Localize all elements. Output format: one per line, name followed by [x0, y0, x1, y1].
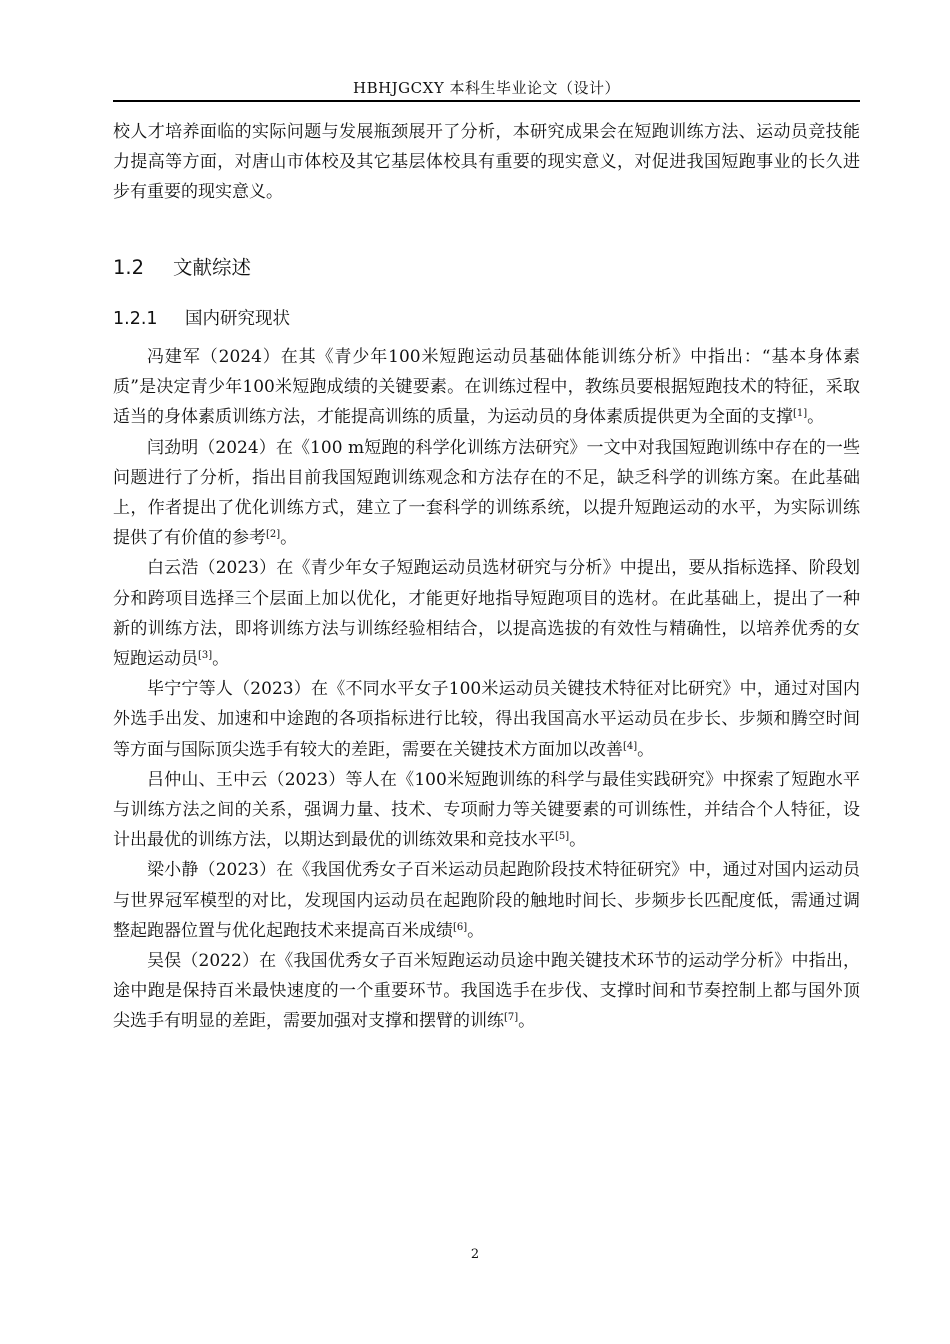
citation: [1]	[793, 408, 808, 420]
intro-paragraph-block	[113, 117, 860, 208]
review-paragraph: 闫劲明（2024）在《100 m短跑的科学化训练方法研究》一文中对我国短跑训练中存在的一些问题进行了分析，指出目前我国短跑训练观念和方法存在的不足，缺乏科学的训练方案。在此基础上，作者提出了优化训练方式，建立了一套科学的训练系统，以提升短跑运动的水平，为实际训练提供了有价值的参考[2]。	[113, 437, 860, 549]
section-number: 1.2	[113, 256, 145, 279]
citation: [5]	[555, 831, 570, 843]
subsection-number: 1.2.1	[113, 309, 158, 329]
review-paragraph: 毕宁宁等人（2023）在《不同水平女子100米运动员关键技术特征对比研究》中，通过对国内外选手出发、加速和中途跑的各项指标进行比较，得出我国高水平运动员在步长、步频和腾空时间等方面与国际顶尖选手有较大的差距，需要在关键技术方面加以改善[4]。	[113, 679, 860, 760]
review-paragraph: 冯建军（2024）在其《青少年100米短跑运动员基础体能训练分析》中指出：“基本身体素质”是决定青少年100米短跑成绩的关键要素。在训练过程中，教练员要根据短跑技术的特征，采取适当的身体素质训练方法，才能提高训练的质量，为运动员的身体素质提供更为全面的支撑[1]。	[113, 347, 860, 428]
header-rule	[113, 100, 860, 102]
section-heading	[113, 252, 251, 280]
page-header: HBHJGCXY 本科生毕业论文（设计）	[352, 79, 620, 97]
intro-paragraph: 校人才培养面临的实际问题与发展瓶颈展开了分析，本研究成果会在短跑训练方法、运动员竞技能力提高等方面，对唐山市体校及其它基层体校具有重要的现实意义，对促进我国短跑事业的长久进步有重要的现实意义。	[113, 122, 860, 203]
review-paragraph: 吕仲山、王中云（2023）等人在《100米短跑训练的科学与最佳实践研究》中探索了短跑水平与训练方法之间的关系，强调力量、技术、专项耐力等关键要素的可训练性，并结合个人特征，设计出最优的训练方法，以期达到最优的训练效果和竞技水平[5]。	[113, 769, 860, 851]
review-paragraph: 白云浩（2023）在《青少年女子短跑运动员选材研究与分析》中提出，要从指标选择、阶段划分和跨项目选择三个层面上加以优化，才能更好地指导短跑项目的选材。在此基础上，提出了一种新的训练方法，即将训练方法与训练经验相结合，以提高选拔的有效性与精确性，以培养优秀的女短跑运动员[3]。	[113, 558, 860, 670]
page-number: 2	[470, 1247, 480, 1262]
review-paragraph: 梁小静（2023）在《我国优秀女子百米运动员起跑阶段技术特征研究》中，通过对国内运动员与世界冠军模型的对比，发现国内运动员在起跑阶段的触地时间长、步频步长匹配度低，需通过调整起跑器位置与优化起跑技术来提高百米成绩[6]。	[113, 860, 860, 941]
subsection-title: 国内研究现状	[185, 309, 290, 329]
citation: [4]	[623, 740, 638, 752]
citation: [3]	[198, 650, 213, 662]
subsection-heading	[113, 305, 290, 330]
review-paragraph: 吴俣（2022）在《我国优秀女子百米短跑运动员途中跑关键技术环节的运动学分析》中指出，途中跑是保持百米最快速度的一个重要环节。我国选手在步伐、支撑时间和节奏控制上都与国外顶尖选手有明显的差距，需要加强对支撑和摆臂的训练[7]。	[113, 951, 860, 1032]
citation: [6]	[453, 921, 468, 933]
citation: [7]	[504, 1012, 519, 1024]
citation: [2]	[266, 529, 281, 541]
literature-review-body	[113, 342, 860, 1037]
section-title: 文献综述	[173, 256, 252, 279]
